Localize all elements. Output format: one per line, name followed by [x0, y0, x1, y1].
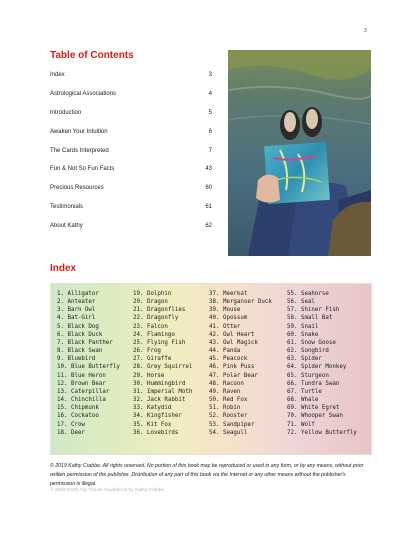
index-item: 58. Small Bat: [287, 315, 333, 322]
index-item: 36. Lovebirds: [133, 429, 179, 436]
index-title: Index: [50, 263, 77, 274]
toc-entry-page: 43: [205, 166, 212, 173]
toc-entry-label: Fun & Not So Fun Facts: [50, 166, 115, 173]
index-item: 41. Otter: [209, 323, 241, 330]
index-item: 22. Dragonfly: [133, 315, 179, 322]
toc-entry-label: Precious Resources: [50, 185, 104, 192]
index-item: 15. Chipmunk: [57, 405, 99, 412]
toc-entry: [50, 110, 212, 129]
index-item: 35. Kit Fox: [133, 421, 172, 428]
index-item: 23. Falcon: [133, 323, 168, 330]
table-of-contents: [50, 72, 212, 242]
index-item: 31. Imperial Moth: [133, 388, 193, 395]
index-item: 17. Crow: [57, 421, 85, 428]
index-item: 72. Yellow Butterfly: [287, 429, 357, 436]
page-number: 3: [364, 28, 367, 34]
index-column: [209, 290, 272, 437]
toc-entry-label: About Kathy: [50, 223, 83, 230]
index-item: 11. Blue Heron: [57, 372, 106, 379]
index-item: 3. Barn Owl: [57, 307, 96, 314]
index-item: 55. Seahorse: [287, 291, 329, 297]
index-item: 1. Alligator: [57, 291, 99, 297]
index-item: 42. Owl Heart: [209, 331, 255, 338]
index-item: 27. Giraffe: [133, 356, 172, 363]
index-item: 63. Spider: [287, 356, 322, 363]
index-item: 62. Songbird: [287, 348, 329, 355]
index-item: 68. Whale: [287, 397, 319, 404]
index-item: 46. Pink Puss: [209, 364, 255, 371]
toc-title: Table of Contents: [50, 50, 134, 61]
index-item: 20. Dragon: [133, 299, 168, 306]
index-column: [287, 290, 357, 437]
index-item: 5. Black Dog: [57, 323, 99, 330]
toc-entry: [50, 223, 212, 242]
toc-entry: [50, 166, 212, 185]
toc-entry-label: Astrological Associations: [50, 90, 117, 97]
toc-entry: [50, 148, 212, 167]
index-item: 29. Horse: [133, 372, 165, 379]
toc-entry-page: 61: [205, 204, 212, 211]
index-item: 30. Hummingbird: [133, 380, 186, 387]
index-item: 37. Meerkat: [209, 291, 248, 297]
index-column: [57, 290, 120, 437]
index-item: 71. Wolf: [287, 421, 315, 428]
index-item: 6. Black Duck: [57, 331, 103, 338]
index-item: 28. Grey Squirrel: [133, 364, 193, 371]
index-item: 64. Spider Monkey: [287, 364, 347, 371]
toc-entry-label: Index: [50, 72, 65, 78]
index-item: 19. Dolphin: [133, 291, 172, 297]
index-item: 69. White Egret: [287, 405, 340, 412]
index-item: 50. Red Fox: [209, 397, 248, 404]
index-item: 52. Rooster: [209, 413, 248, 420]
toc-entry-label: The Cards Interpreted: [50, 147, 109, 154]
toc-entry-page: 4: [208, 90, 212, 97]
index-item: 38. Merganser Duck: [209, 299, 272, 306]
index-item: 12. Brown Bear: [57, 380, 106, 387]
index-column: [133, 290, 192, 437]
index-item: 54. Seagull: [209, 429, 248, 436]
index-item: 57. Shiner Fish: [287, 307, 340, 314]
index-item: 49. Raven: [209, 388, 241, 395]
toc-entry: [50, 91, 212, 110]
index-item: 67. Turtle: [287, 388, 322, 395]
index-item: 26. Frog: [133, 348, 161, 355]
toc-entry-label: Introduction: [50, 109, 82, 116]
index-item: 45. Peacock: [209, 356, 248, 363]
toc-entry: [50, 72, 212, 91]
index-item: 34. Kingfisher: [133, 413, 182, 420]
index-item: 70. Whooper Swan: [287, 413, 343, 420]
index-item: 44. Panda: [209, 348, 241, 355]
cover-photo: [228, 50, 371, 256]
index-item: 40. Opossum: [209, 315, 248, 322]
index-item: 4. Bat-Girl: [57, 315, 96, 322]
index-item: 43. Owl Magick: [209, 339, 258, 346]
toc-entry-page: 6: [208, 128, 212, 135]
index-item: 13. Caterpillar: [57, 388, 110, 395]
toc-entry-label: Testimonials: [50, 204, 84, 211]
index-item: 8. Black Swan: [57, 348, 103, 355]
index-item: 16. Cockatoo: [57, 413, 99, 420]
toc-entry-page: 60: [205, 185, 212, 192]
index-item: 10. Blue Butterfly: [57, 364, 120, 371]
toc-entry-page: 62: [205, 223, 212, 230]
index-item: 9. Bluebird: [57, 356, 96, 363]
index-item: 33. Katydid: [133, 405, 172, 412]
toc-entry: [50, 185, 212, 204]
toc-entry-page: 5: [208, 109, 212, 116]
index-item: 59. Snail: [287, 323, 319, 330]
index-item: 56. Seal: [287, 299, 315, 306]
index-item: 7. Black Panther: [57, 339, 113, 346]
index-item: 47. Polar Bear: [209, 372, 258, 379]
copyright-notice: © 2019 Kathy Crabbe. All rights reserved. No portion of this book may be reproduced or used in any form, or by any means, without prior written permission of the publisher. Distribution of any part of this book via the Internet or any other means without the publisher's permission is illegal.: [50, 463, 364, 487]
index-item: 66. Tundra Swan: [287, 380, 340, 387]
index-item: 51. Robin: [209, 405, 241, 412]
index-item: 39. Mouse: [209, 307, 241, 314]
toc-entry-page: 7: [208, 147, 212, 154]
index-item: 53. Sandpiper: [209, 421, 255, 428]
index-item: 65. Sturgeon: [287, 372, 329, 379]
index-item: 18. Deer: [57, 429, 85, 436]
photo-illustration: [228, 50, 371, 256]
index-item: 60. Snake: [287, 331, 319, 338]
index-item: 32. Jack Rabbit: [133, 397, 186, 404]
index-item: 48. Racoon: [209, 380, 244, 387]
index-item: 2. Anteater: [57, 299, 96, 306]
index-item: 25. Flying Fish: [133, 339, 186, 346]
source-line: © 2019 Earth Ally Oracle Guidebook by Kathy Crabbe: [50, 488, 165, 493]
index-item: 24. Flamingo: [133, 331, 175, 338]
index-item: 14. Chinchilla: [57, 397, 106, 404]
toc-entry: [50, 204, 212, 223]
index-item: 61. Snow Goose: [287, 339, 336, 346]
index-list: [50, 283, 372, 455]
toc-entry: [50, 129, 212, 148]
toc-entry-label: Awaken Your Intuition: [50, 128, 108, 135]
toc-entry-page: 3: [208, 72, 212, 78]
index-item: 21. Dragonflies: [133, 307, 186, 314]
